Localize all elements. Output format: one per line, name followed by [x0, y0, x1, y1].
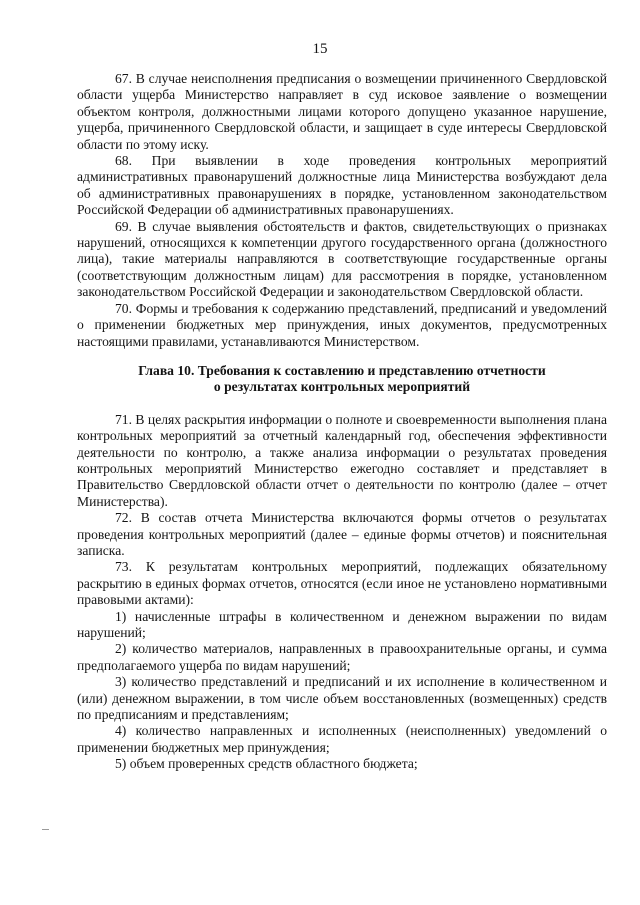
paragraph-67: 67. В случае неисполнения предписания о возмещении причиненного Свердловской области ущерба Министерство направляет в суд исковое заявление о возмещении объектом контроля, должностными лицами которого допущено указанное нарушение, ущерба, причиненного Свердловской области, и защищает в суде интересы Свердловской области по этому иску.	[77, 71, 607, 152]
chapter-heading-line-2: о результатах контрольных мероприятий	[213, 379, 471, 395]
list-item-5: 5) объем проверенных средств областного бюджета;	[115, 756, 418, 772]
paragraph-71: 71. В целях раскрытия информации о полноте и своевременности выполнения плана контрольных мероприятий за отчетный календарный год, обеспечения эффективности деятельности по контролю, а также анализа информации о результатах проведения контрольных мероприятий Министерство ежегодно составляет и представляет в Правительство Свердловской области отчет о деятельности по контролю (далее – отчет Министерства).	[77, 411, 607, 509]
chapter-heading	[77, 363, 607, 396]
chapter-heading-line-1: Глава 10. Требования к составлению и представлению отчетности	[138, 362, 546, 378]
paragraph-70: 70. Формы и требования к содержанию представлений, предписаний и уведомлений о применении бюджетных мер принуждения, иных документов, предусмотренных настоящими правилами, устанавливаются Министерством.	[77, 300, 607, 349]
paragraph-72: 72. В состав отчета Министерства включаются формы отчетов о результатах проведения контрольных мероприятий (далее – единые формы отчетов) и пояснительная записка.	[77, 510, 607, 558]
list-item-3: 3) количество представлений и предписаний и их исполнение в количественном и (или) денежном выражении, в том числе объем восстановленных (возмещенных) средств по предписаниям и представлениям;	[77, 674, 607, 723]
page-number: 15	[312, 41, 328, 57]
list-item-2: 2) количество материалов, направленных в правоохранительные органы, и сумма предполагаемого ущерба по видам нарушений;	[77, 641, 607, 673]
paragraph-69: 69. В случае выявления обстоятельств и фактов, свидетельствующих о признаках нарушений, относящихся к компетенции другого государственного органа (должностного лица), такие материалы направляются в соответствующие государственные органы (соответствующим должностным лицам) для рассмотрения в порядке, установленном законодательством Российской Федерации и законодательством Свердловской области.	[77, 218, 607, 300]
paragraph-68: 68. При выявлении в ходе проведения контрольных мероприятий административных правонарушений должностные лица Министерства возбуждают дела об административных правонарушениях в порядке, установленном законодательством Российской Федерации об административных правонарушениях.	[77, 153, 607, 218]
paragraph-73: 73. К результатам контрольных мероприятий, подлежащих обязательному раскрытию в единых формах отчетов, относятся (если иное не установлено нормативными правовыми актами):	[77, 559, 607, 608]
margin-mark	[42, 829, 49, 830]
list-item-4: 4) количество направленных и исполненных (неисполненных) уведомлений о применении бюджетных мер принуждения;	[77, 723, 607, 755]
page-content	[77, 71, 607, 773]
list-item-1: 1) начисленные штрафы в количественном и денежном выражении по видам нарушений;	[77, 608, 607, 640]
